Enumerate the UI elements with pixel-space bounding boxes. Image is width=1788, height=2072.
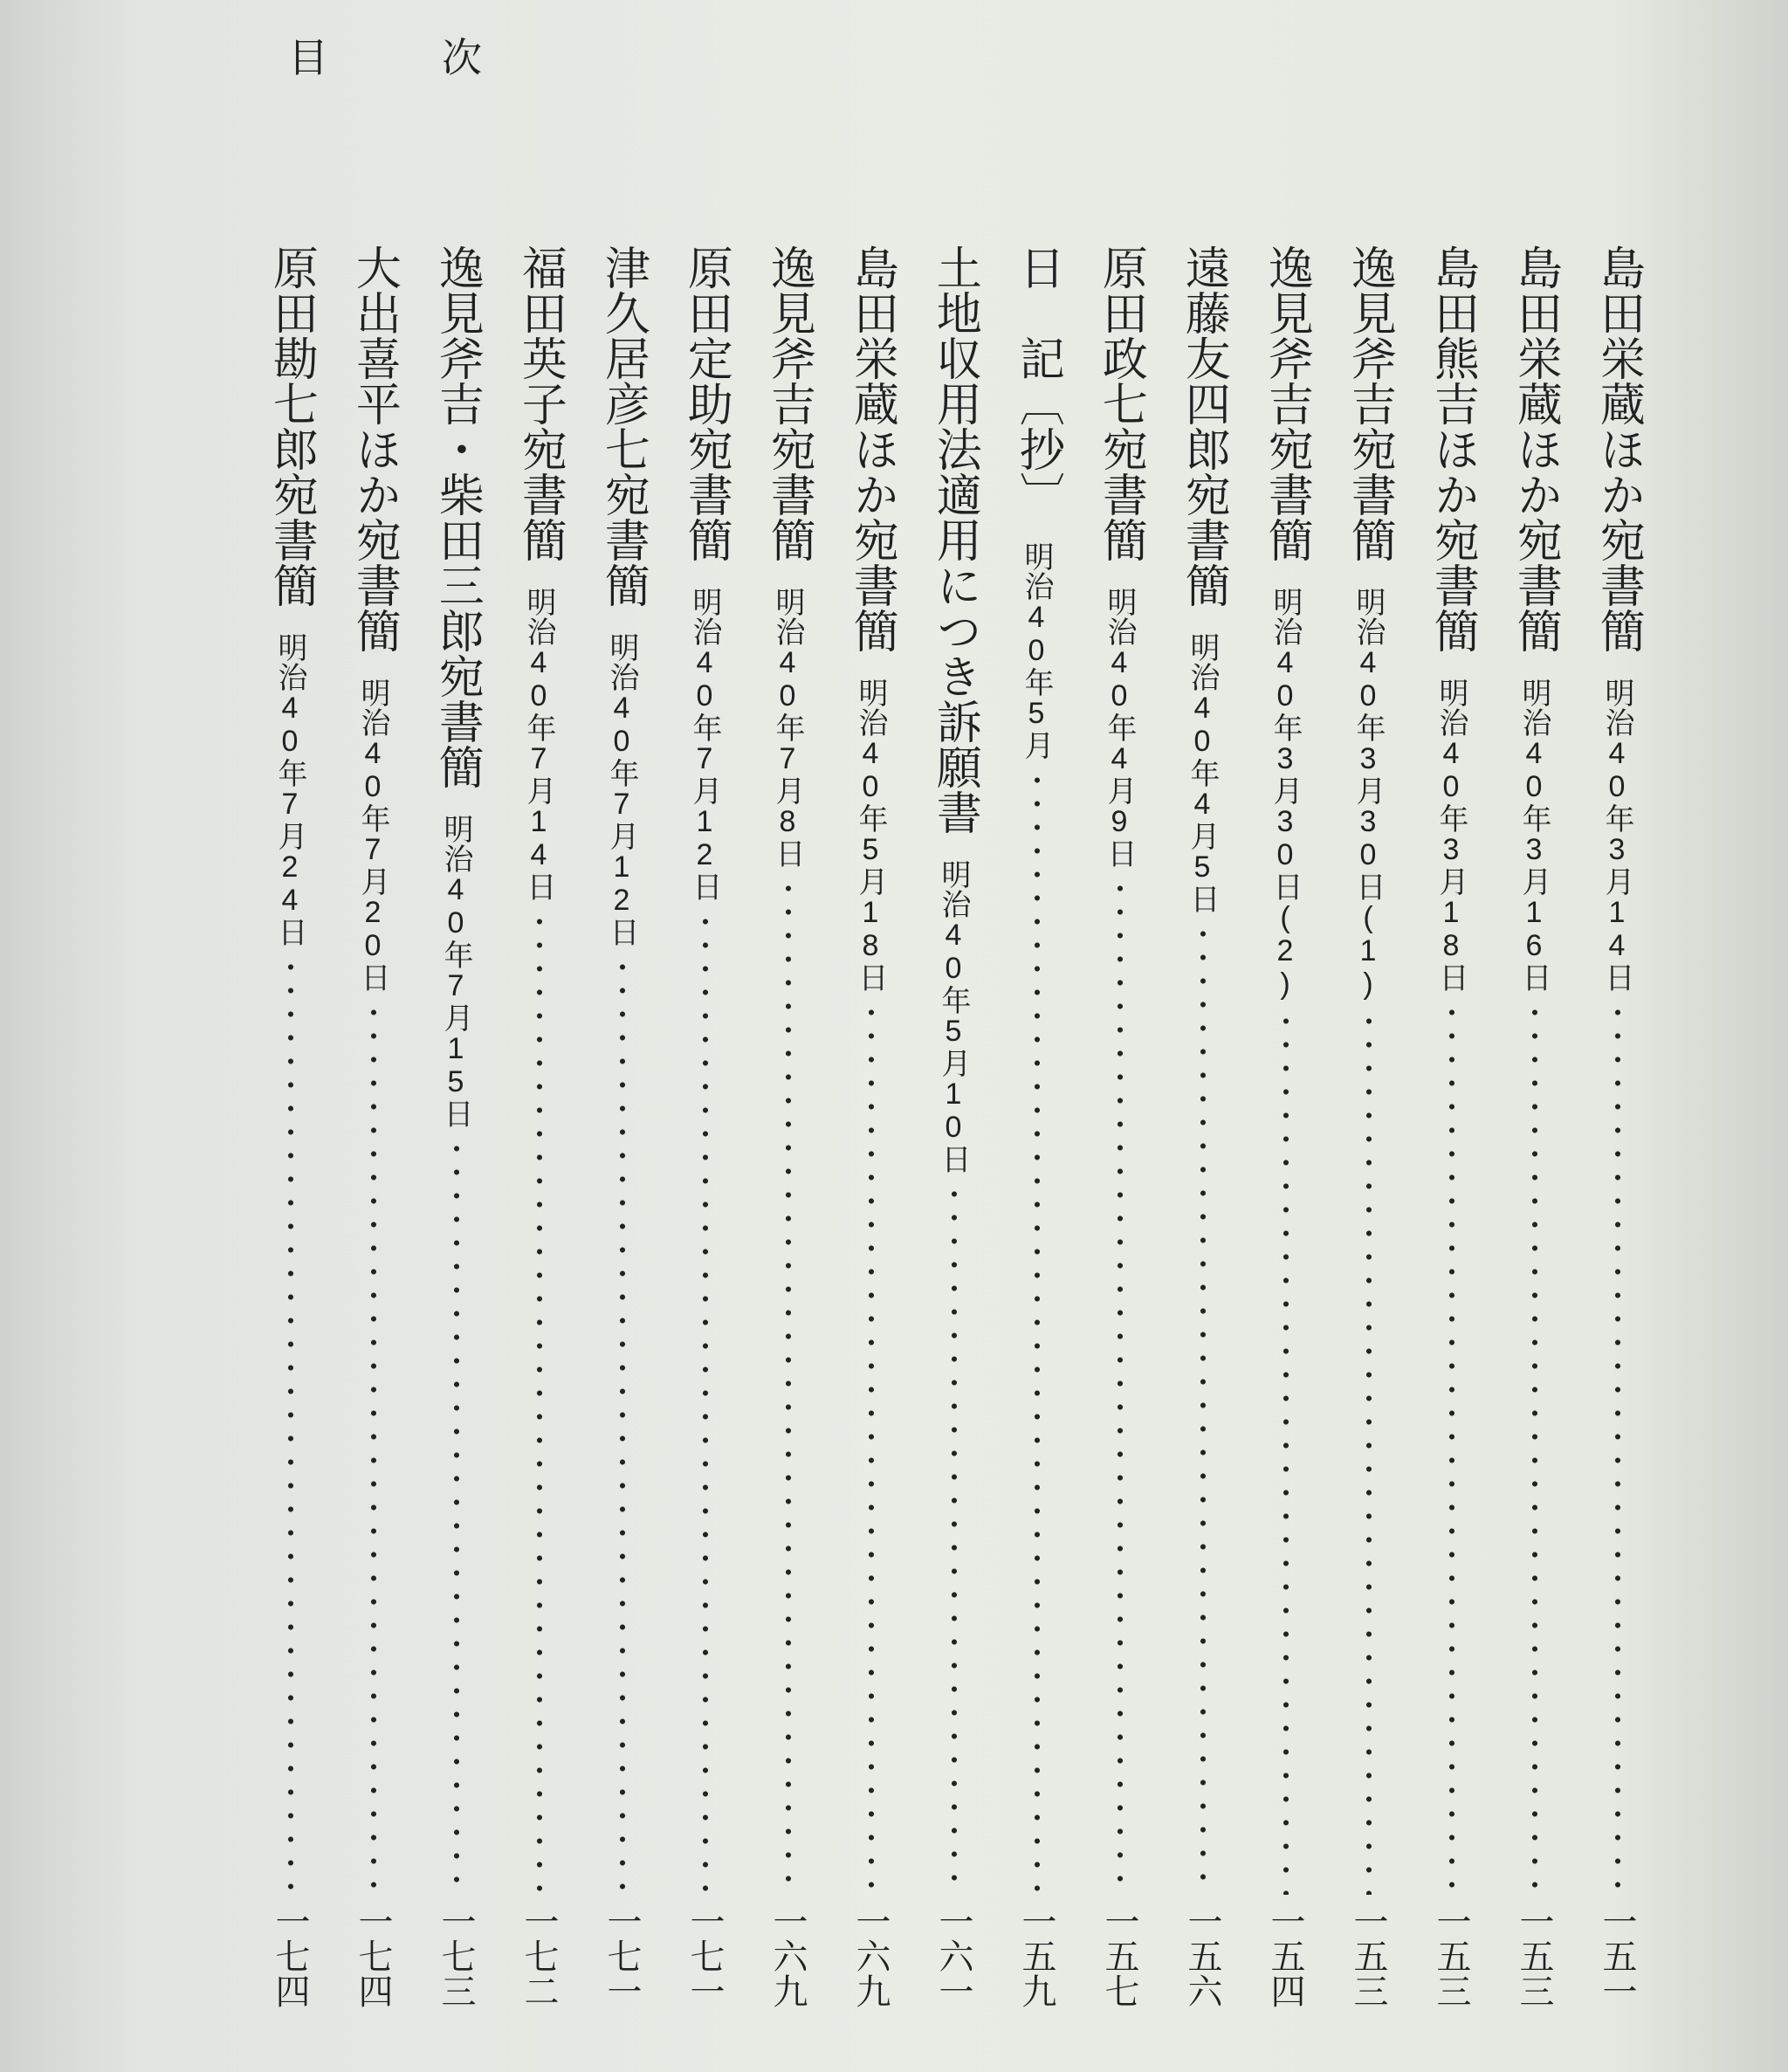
entry-page: 一五三: [1514, 1903, 1554, 2008]
entry-title: 逸見斧吉宛書簡: [1260, 244, 1313, 562]
dot-leader: [785, 877, 792, 1895]
header-char-1: 目: [288, 34, 328, 81]
dot-leader: [287, 955, 294, 1895]
entry-page: 一六九: [767, 1903, 808, 2008]
entry-date: 明治40年3月18日: [1434, 678, 1468, 992]
entry-date: 明治40年5月10日: [937, 859, 970, 1174]
toc-entry[interactable]: [1327, 244, 1410, 2008]
entry-title: 逸見斧吉宛書簡: [1343, 244, 1396, 562]
entry-page: 一七一: [602, 1903, 642, 2008]
entry-page: 一五七: [1099, 1903, 1139, 2008]
entry-date: 明治40年3月14日: [1600, 678, 1633, 992]
entry-date: 明治40年7月24日: [273, 632, 306, 947]
entry-page: 一七二: [519, 1903, 559, 2008]
entry-page: 一五九: [1016, 1903, 1056, 2008]
entry-date: 明治40年7月20日: [356, 678, 389, 992]
entry-title: 逸見斧吉宛書簡: [762, 244, 815, 562]
page-header: [288, 26, 482, 84]
entry-title: 原田勘七郎宛書簡: [265, 244, 318, 608]
entry-page: 一五三: [1348, 1903, 1388, 2008]
entry-date: 明治40年4月5日: [1186, 632, 1219, 913]
toc-entry[interactable]: [664, 244, 746, 2008]
entry-date: 明治40年5月: [1020, 541, 1053, 760]
entry-title: 島田栄蔵ほか宛書簡: [845, 244, 898, 653]
entry-title: 島田熊吉ほか宛書簡: [1426, 244, 1479, 653]
entry-page: 一七四: [270, 1903, 310, 2008]
dot-leader: [453, 1137, 460, 1895]
header-char-2: 次: [442, 34, 482, 81]
dot-leader: [1614, 1001, 1621, 1895]
entry-date: 明治40年5月18日: [854, 678, 887, 992]
dot-leader: [1034, 768, 1041, 1895]
entry-date: 明治40年7月8日: [771, 587, 804, 868]
dot-leader: [1200, 922, 1207, 1895]
toc-entry[interactable]: [415, 244, 498, 2008]
entry-date: 明治40年7月15日: [439, 814, 472, 1128]
entry-page: 一七一: [684, 1903, 725, 2008]
dot-leader: [1117, 877, 1124, 1895]
dot-leader: [951, 1182, 958, 1895]
entry-page: 一五三: [1431, 1903, 1471, 2008]
dot-leader: [1448, 1001, 1455, 1895]
toc-entry[interactable]: [912, 244, 995, 2008]
entry-title: 日 記〔抄〕: [1011, 244, 1064, 517]
dot-leader: [536, 910, 543, 1895]
dot-leader: [702, 910, 709, 1895]
entry-title: 遠藤友四郎宛書簡: [1177, 244, 1230, 608]
dot-leader: [370, 1001, 377, 1895]
toc-entry[interactable]: [995, 244, 1078, 2008]
entry-page: 一五六: [1182, 1903, 1222, 2008]
entry-date: 明治40年7月14日: [522, 587, 555, 901]
dot-leader: [1365, 1009, 1372, 1895]
toc-entry[interactable]: [1410, 244, 1493, 2008]
dot-leader: [868, 1001, 875, 1895]
toc-entry[interactable]: [1161, 244, 1244, 2008]
dot-leader: [1531, 1001, 1538, 1895]
entry-page: 一六九: [850, 1903, 891, 2008]
entry-date: 明治40年7月12日: [688, 587, 721, 901]
entry-page: 一七四: [353, 1903, 393, 2008]
entry-title: 津久居彦七宛書簡: [596, 244, 650, 608]
toc-entry[interactable]: [1493, 244, 1576, 2008]
toc-entry[interactable]: [249, 244, 332, 2008]
entry-page: 一五四: [1265, 1903, 1305, 2008]
entry-title: 島田栄蔵ほか宛書簡: [1509, 244, 1562, 653]
entry-title: 原田政七宛書簡: [1094, 244, 1147, 562]
toc-entry[interactable]: [581, 244, 664, 2008]
entry-page: 一七三: [436, 1903, 476, 2008]
entry-title: 福田英子宛書簡: [513, 244, 567, 562]
entry-title: 逸見斧吉・柴田三郎宛書簡: [430, 244, 484, 789]
entry-page: 一六一: [933, 1903, 973, 2008]
toc-entry[interactable]: [332, 244, 415, 2008]
toc-entry[interactable]: [498, 244, 581, 2008]
entry-title: 土地収用法適用につき訴願書: [928, 244, 981, 835]
toc-entry[interactable]: [746, 244, 829, 2008]
entry-page: 一五一: [1597, 1903, 1637, 2008]
entry-title: 大出喜平ほか宛書簡: [347, 244, 401, 653]
toc-entry[interactable]: [1576, 244, 1659, 2008]
dot-leader: [1283, 1009, 1289, 1895]
entry-date: 明治40年3月16日: [1517, 678, 1551, 992]
entry-title: 島田栄蔵ほか宛書簡: [1592, 244, 1645, 653]
toc-entry[interactable]: [829, 244, 912, 2008]
entry-date: 明治40年3月30日(1): [1351, 587, 1385, 1001]
table-of-contents: [244, 244, 1659, 2008]
entry-date: 明治40年4月9日: [1103, 587, 1136, 868]
toc-entry[interactable]: [1078, 244, 1161, 2008]
toc-entry[interactable]: [1244, 244, 1327, 2008]
dot-leader: [619, 955, 626, 1895]
entry-date: 明治40年7月12日: [605, 632, 638, 947]
entry-title: 原田定助宛書簡: [679, 244, 732, 562]
entry-date: 明治40年3月30日(2): [1269, 587, 1302, 1001]
